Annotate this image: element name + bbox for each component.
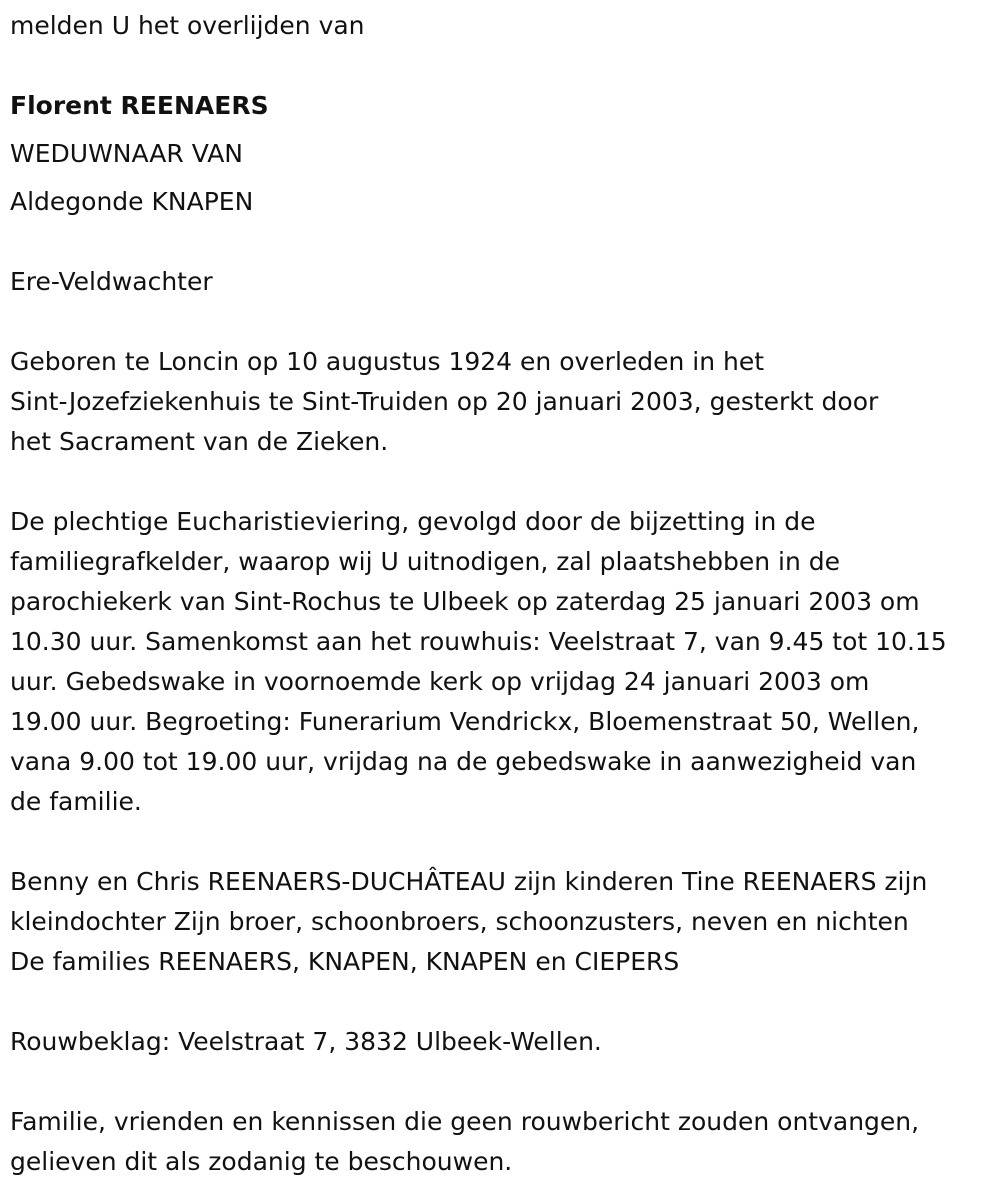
relation-text: WEDUWNAAR VAN <box>10 139 244 168</box>
paragraph-line: familiegrafkelder, waarop wij U uitnodigen, zal plaatshebben in de <box>10 547 841 576</box>
birth-death-paragraph <box>10 342 995 462</box>
paragraph-line: Sint-Jozefziekenhuis te Sint-Truiden op 20 januari 2003, gesterkt door <box>10 387 879 416</box>
condolence-address: Rouwbeklag: Veelstraat 7, 3832 Ulbeek-Wellen. <box>10 1027 602 1056</box>
paragraph-line: gelieven dit als zodanig te beschouwen. <box>10 1147 513 1176</box>
honorary-title: Ere-Veldwachter <box>10 267 213 296</box>
paragraph-line: kleindochter Zijn broer, schoonbroers, schoonzusters, neven en nichten <box>10 907 909 936</box>
intro-text: melden U het overlijden van <box>10 11 365 40</box>
paragraph-line: De families REENAERS, KNAPEN, KNAPEN en CIEPERS <box>10 947 680 976</box>
paragraph-line: 10.30 uur. Samenkomst aan het rouwhuis: Veelstraat 7, van 9.45 tot 10.15 <box>10 627 947 656</box>
paragraph-line: 19.00 uur. Begroeting: Funerarium Vendrickx, Bloemenstraat 50, Wellen, <box>10 707 920 736</box>
paragraph-line: Familie, vrienden en kennissen die geen rouwbericht zouden ontvangen, <box>10 1107 920 1136</box>
paragraph-line: de familie. <box>10 787 142 816</box>
spouse-name: Aldegonde KNAPEN <box>10 187 254 216</box>
paragraph-line: Benny en Chris REENAERS-DUCHÂTEAU zijn kinderen Tine REENAERS zijn <box>10 867 928 896</box>
closing-paragraph <box>10 1102 995 1182</box>
paragraph-line: De plechtige Eucharistieviering, gevolgd door de bijzetting in de <box>10 507 816 536</box>
paragraph-line: parochiekerk van Sint-Rochus te Ulbeek op zaterdag 25 januari 2003 om <box>10 587 920 616</box>
paragraph-line: het Sacrament van de Zieken. <box>10 427 389 456</box>
paragraph-line: uur. Gebedswake in voornoemde kerk op vrijdag 24 januari 2003 om <box>10 667 870 696</box>
deceased-name: Florent REENAERS <box>10 91 269 120</box>
paragraph-line: Geboren te Loncin op 10 augustus 1924 en overleden in het <box>10 347 765 376</box>
ceremony-paragraph <box>10 502 995 822</box>
family-paragraph <box>10 862 995 982</box>
paragraph-line: vana 9.00 tot 19.00 uur, vrijdag na de gebedswake in aanwezigheid van <box>10 747 917 776</box>
